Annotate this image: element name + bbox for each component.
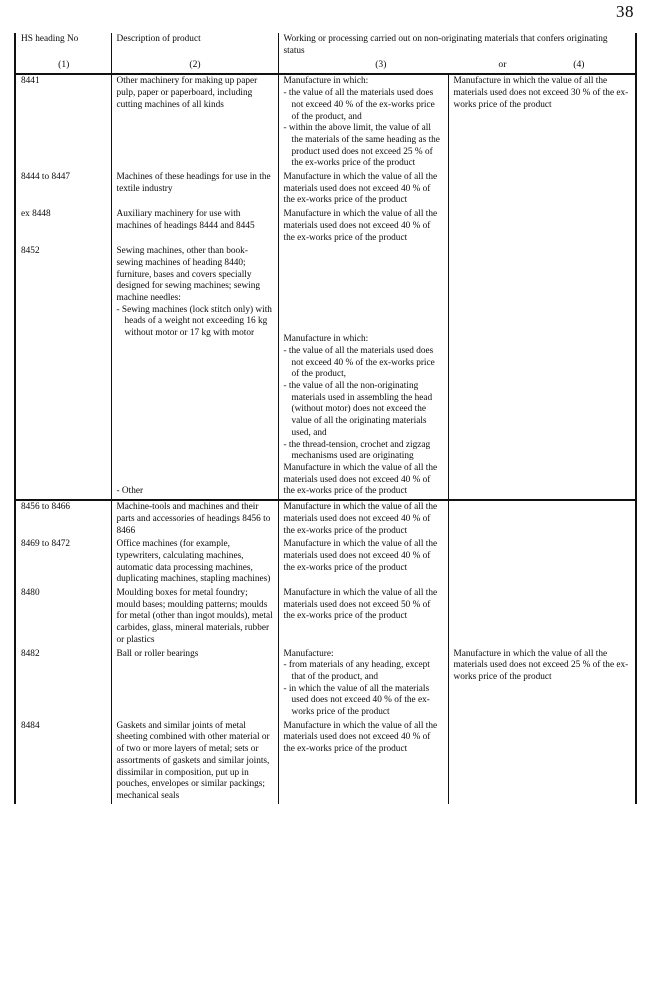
description-text: Ball or roller bearings [116,648,199,659]
rule-intro: Manufacture in which the value of all the materials used does not exceed 40 % of the ex-works price of the product [283,502,438,536]
cell-hs-heading: 8482 [15,648,111,720]
rule-item: - within the above limit, the value of all the materials of the same heading as the product used does not exceed 25 % of the ex-works price of the product [283,123,440,169]
table-row [15,245,636,500]
cell-working-processing [278,245,448,500]
cell-description [111,720,278,804]
table-row [15,74,636,171]
rule-intro: Manufacture: [283,648,334,659]
cell-working-processing [278,500,448,538]
spacer [117,346,274,486]
cell-working-processing [278,74,448,171]
cell-description [111,208,278,245]
rule-item: - the value of all the materials used does not exceed 40 % of the ex-works price of the product, and [283,88,435,122]
cell-alternative-rule [448,245,636,500]
cell-hs-heading: 8469 to 8472 [15,538,111,587]
table-column-numbers-row [15,58,636,74]
rule-intro: Manufacture in which the value of all the materials used does not exceed 40 % of the ex-works price of the product [283,172,438,206]
table-header-row [15,33,636,58]
table-row [15,648,636,720]
description-text: Other machinery for making up paper pulp, paper or paperboard, including cutting machines of all kinds [116,76,258,110]
description-text: Moulding boxes for metal foundry; mould bases; moulding patterns; moulds for metal (other than ingot moulds), metal carbides, glass, mineral materials, rubber or plastics [116,588,273,645]
cell-description [111,74,278,171]
column-header-hs: HS heading No [15,33,111,58]
cell-working-processing [278,171,448,208]
description-text: Gaskets and similar joints of metal sheeting combined with other material or of two or more layers of metal; sets or assortments of gaskets and similar joints, dissimilar in composition, put up in pouches, envelopes or similar packings; mechanical seals [116,720,270,801]
table-row [15,720,636,804]
alternative-rule-text: Manufacture in which the value of all the materials used does not exceed 25 % of the ex-works price of the product [453,648,629,682]
rule-intro: Manufacture in which the value of all the materials used does not exceed 40 % of the ex-works price of the product [283,209,438,243]
rule-item: - the thread-tension, crochet and zigzag mechanisms used are originating [283,439,431,462]
description-subitem: - Other [116,485,144,496]
column-number-3-4 [278,58,636,74]
rule-intro: Manufacture in which: [283,76,369,87]
description-subitem: - Sewing machines (lock stitch only) with heads of a weight not exceeding 16 kg without motor or 17 kg with motor [116,304,272,339]
cell-hs-heading: 8484 [15,720,111,804]
table-row [15,208,636,245]
cell-description [111,245,278,500]
cell-hs-heading: 8452 [15,245,111,500]
cell-description [111,648,278,720]
cell-working-processing [278,720,448,804]
description-text: Machine-tools and machines and their parts and accessories of headings 8456 to 8466 [116,502,271,536]
cell-alternative-rule [448,587,636,648]
rule-item: - the value of all the non-originating materials used in assembling the head (without motor) does not exceed the value of all the originating materials used, and [283,381,433,438]
cell-alternative-rule [448,74,636,171]
cell-alternative-rule [448,648,636,720]
rule-item: - in which the value of all the materials used does not exceed 40 % of the ex-works price of the product [283,683,430,718]
table-row [15,171,636,208]
column-number-1: (1) [15,58,111,74]
cell-working-processing [278,538,448,587]
cell-description [111,500,278,538]
cell-working-processing [278,208,448,245]
rule-intro: Manufacture in which the value of all the materials used does not exceed 40 % of the ex-works price of the product [283,720,438,755]
column-header-working-processing: Working or processing carried out on non-originating materials that confers originating status [278,33,636,58]
column-number-2: (2) [111,58,278,74]
column-or-label: or [498,59,507,71]
cell-alternative-rule [448,171,636,208]
table-row [15,587,636,648]
column-header-description: Description of product [111,33,278,58]
spacer [284,246,444,334]
cell-hs-heading: ex 8448 [15,208,111,245]
cell-description [111,587,278,648]
description-text: Office machines (for example, typewriters, calculating machines, automatic data processing machines, duplicating machines, stapling machines) [116,539,271,585]
cell-alternative-rule [448,500,636,538]
cell-hs-heading: 8441 [15,74,111,171]
cell-working-processing [278,648,448,720]
rule-intro: Manufacture in which the value of all the materials used does not exceed 50 % of the ex-works price of the product [283,588,438,622]
rule-intro: Manufacture in which the value of all the materials used does not exceed 40 % of the ex-works price of the product [283,539,438,573]
table-row [15,538,636,587]
alternative-rule-text: Manufacture in which the value of all the materials used does not exceed 30 % of the ex-works price of the product [453,76,629,110]
description-text: Auxiliary machinery for use with machines of headings 8444 and 8445 [116,209,255,231]
cell-alternative-rule [448,208,636,245]
rules-of-origin-table [14,33,637,804]
column-number-3: (3) [375,59,387,71]
rule-text: Manufacture in which the value of all the materials used does not exceed 40 % of the ex-works price of the product [283,462,438,497]
column-number-4: (4) [573,59,585,71]
description-text: Sewing machines, other than book-sewing machines of heading 8440; furniture, bases and covers specially designed for sewing machines; sewing machine needles: [116,246,261,304]
page-number: 38 [616,2,634,21]
cell-hs-heading: 8456 to 8466 [15,500,111,538]
cell-description [111,538,278,587]
cell-alternative-rule [448,538,636,587]
rule-intro: Manufacture in which: [283,334,369,345]
cell-working-processing [278,587,448,648]
rule-item: - from materials of any heading, except that of the product, and [283,660,430,682]
cell-description [111,171,278,208]
table-row [15,500,636,538]
description-text: Machines of these headings for use in the textile industry [116,172,271,194]
rule-item: - the value of all the materials used does not exceed 40 % of the ex-works price of the product, [283,345,435,380]
cell-hs-heading: 8480 [15,587,111,648]
cell-alternative-rule [448,720,636,804]
cell-hs-heading: 8444 to 8447 [15,171,111,208]
